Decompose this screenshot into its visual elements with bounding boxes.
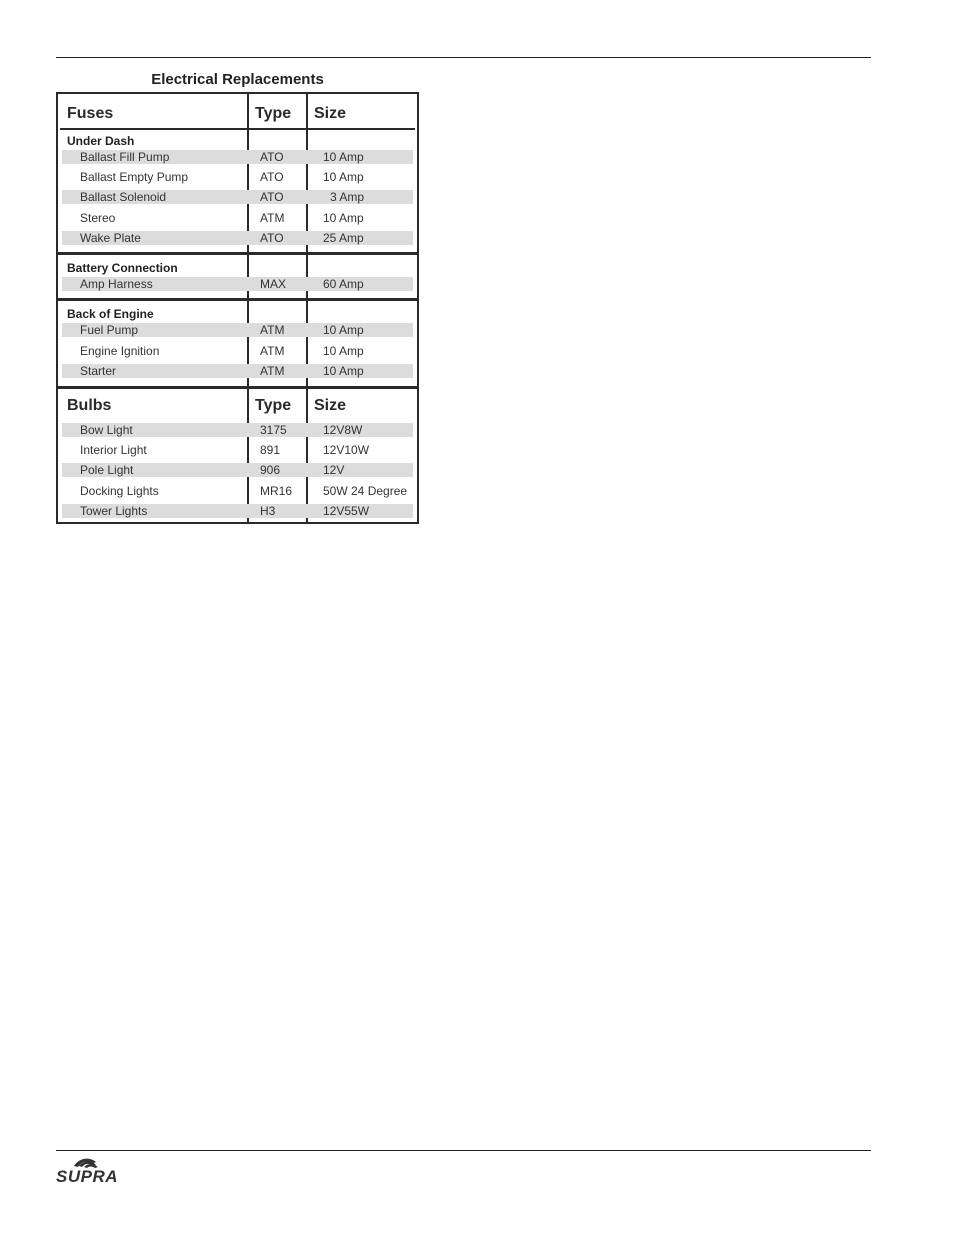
header-underline	[60, 128, 415, 130]
table-row: Ballast Fill Pump ATO 10 Amp	[62, 150, 413, 164]
table-row: Engine Ignition ATM 10 Amp	[80, 344, 364, 358]
table-row: Ballast Solenoid ATO 3 Amp	[62, 190, 413, 204]
table-row: Tower Lights H3 12V55W	[62, 504, 413, 518]
table-row: Starter ATM 10 Amp	[62, 364, 413, 378]
fuses-header-label: Fuses	[67, 105, 114, 122]
table-row: Fuel Pump ATM 10 Amp	[62, 323, 413, 337]
bulbs-header-row	[58, 388, 417, 424]
footer-rule	[56, 1150, 871, 1151]
table-title: Electrical Replacements	[151, 71, 324, 88]
electrical-replacements-table	[56, 92, 419, 524]
table-row: Docking Lights MR16 50W 24 Degree	[80, 484, 408, 498]
type-header-label: Type	[255, 397, 292, 414]
type-header-label: Type	[255, 105, 292, 122]
table-row: Wake Plate ATO 25 Amp	[62, 231, 413, 245]
group-label-back-of-engine: Back of Engine	[67, 307, 154, 321]
group-label-under-dash: Under Dash	[67, 134, 135, 148]
table-row: Stereo ATM 10 Amp	[80, 211, 364, 225]
supra-logo-text: SUPRA	[56, 1167, 119, 1186]
section-divider	[58, 252, 417, 255]
size-header-label: Size	[314, 397, 347, 414]
table-row: Pole Light 906 12V	[62, 463, 413, 477]
bulbs-header-label: Bulbs	[67, 397, 112, 414]
header-rule	[56, 57, 871, 58]
table-row: Bow Light 3175 12V8W	[62, 423, 413, 437]
table-row: Amp Harness MAX 60 Amp	[62, 277, 413, 291]
table-row: Interior Light 891 12V10W	[80, 443, 370, 457]
supra-logo	[56, 1156, 146, 1186]
section-divider	[58, 298, 417, 301]
size-header-label: Size	[314, 105, 347, 122]
table-row: Ballast Empty Pump ATO 10 Amp	[80, 170, 364, 184]
group-label-battery-connection: Battery Connection	[67, 261, 178, 275]
fuses-header-row	[58, 94, 417, 130]
